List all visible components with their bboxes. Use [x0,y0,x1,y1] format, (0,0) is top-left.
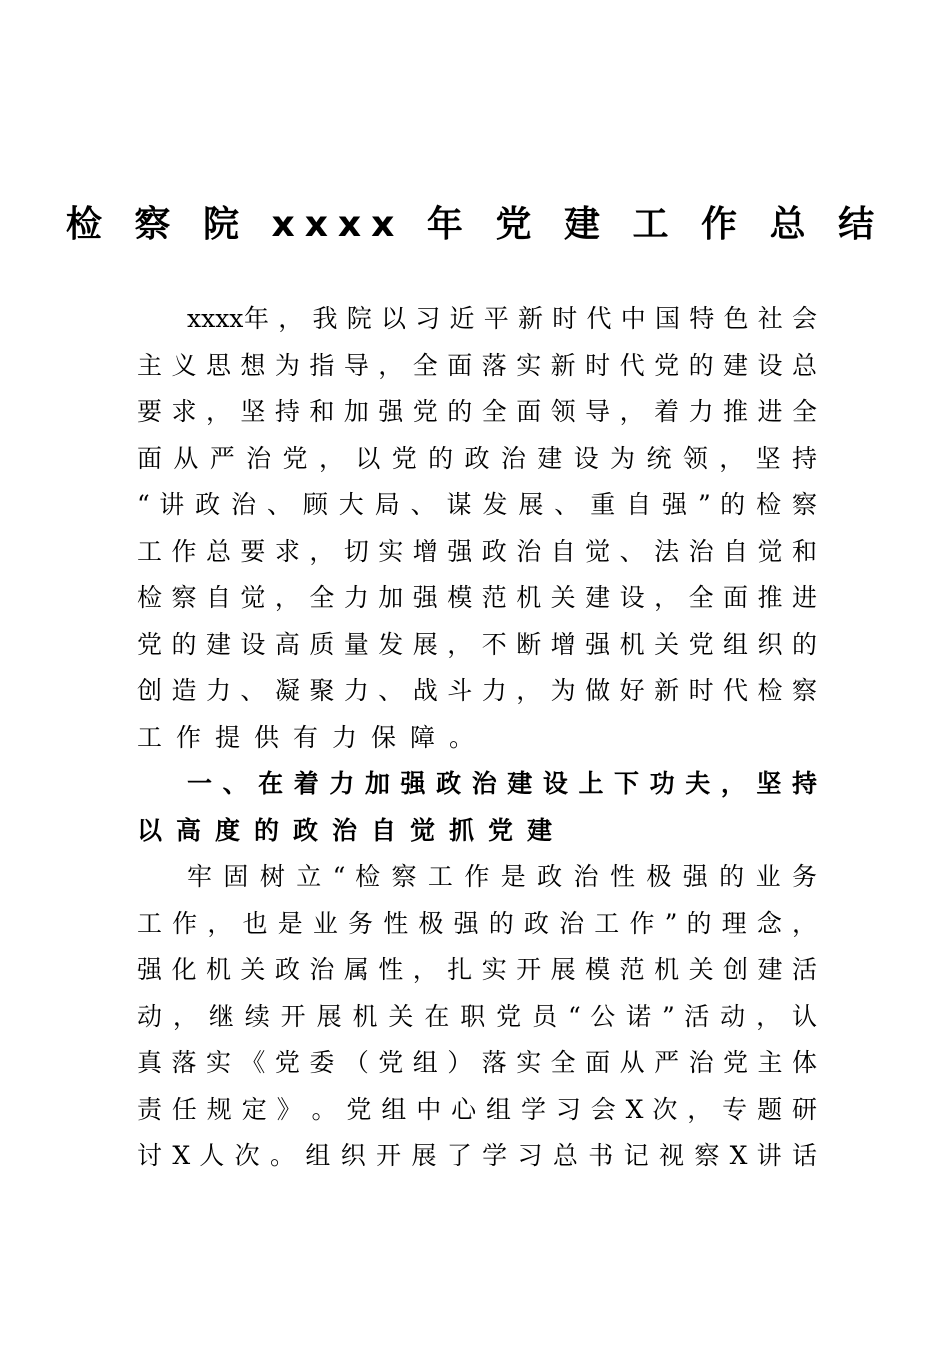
paragraph-line: 工 作 ， 也 是 业 务 性 极 强 的 政 治 工 作 ” 的 理 念 ， [137,908,817,938]
section-heading-1 [137,761,817,854]
paragraph-line: 主 义 思 想 为 指 导 ， 全 面 落 实 新 时 代 党 的 建 设 总 [137,350,817,380]
paragraph-line: 牢 固 树 立 “ 检 察 工 作 是 政 治 性 极 强 的 业 务 [187,862,817,891]
paragraph-line: xxxx年 ， 我 院 以 习 近 平 新 时 代 中 国 特 色 社 会 [187,304,817,333]
paragraph-intro [137,296,817,761]
paragraph-line: 工作提供有力保障。 [137,722,489,752]
paragraph-section-1 [137,854,817,1180]
heading-line: 一 、 在 着 力 加 强 政 治 建 设 上 下 功 夫 ， 坚 持 [187,769,817,798]
paragraph-line: 创 造 力 、 凝 聚 力 、 战 斗 力 ， 为 做 好 新 时 代 检 察 [137,676,817,705]
paragraph-line: 责 任 规 定 》 。 党 组 中 心 组 学 习 会 X 次 ， 专 题 研 [137,1094,817,1124]
paragraph-line: 强 化 机 关 政 治 属 性 ， 扎 实 开 展 模 范 机 关 创 建 活 [137,955,817,984]
document-body [137,296,817,1180]
paragraph-line: 要 求 ， 坚 持 和 加 强 党 的 全 面 领 导 ， 着 力 推 进 全 [137,397,817,426]
paragraph-line: 讨 X 人 次 。 组 织 开 展 了 学 习 总 书 记 视 察 X 讲 话 [137,1141,817,1170]
paragraph-line: 真 落 实 《 党 委 （ 党 组 ） 落 实 全 面 从 严 治 党 主 体 [137,1048,817,1077]
document-title: 检 察 院 xxxx 年 党 建 工 作 总 结 [65,204,885,245]
paragraph-line: 党 的 建 设 高 质 量 发 展 ， 不 断 增 强 机 关 党 组 织 的 [137,629,817,659]
paragraph-line: 面 从 严 治 党 ， 以 党 的 政 治 建 设 为 统 领 ， 坚 持 [137,443,817,473]
paragraph-line: 工 作 总 要 求 ， 切 实 增 强 政 治 自 觉 、 法 治 自 觉 和 [137,536,817,566]
paragraph-line: 检 察 自 觉 ， 全 力 加 强 模 范 机 关 建 设 ， 全 面 推 进 [137,583,817,612]
paragraph-line: “ 讲 政 治 、 顾 大 局 、 谋 发 展 、 重 自 强 ” 的 检 察 [137,490,817,519]
paragraph-line: 动 ， 继 续 开 展 机 关 在 职 党 员 “ 公 诺 ” 活 动 ， 认 [137,1001,817,1031]
heading-line: 以高度的政治自觉抓党建 [137,815,567,845]
